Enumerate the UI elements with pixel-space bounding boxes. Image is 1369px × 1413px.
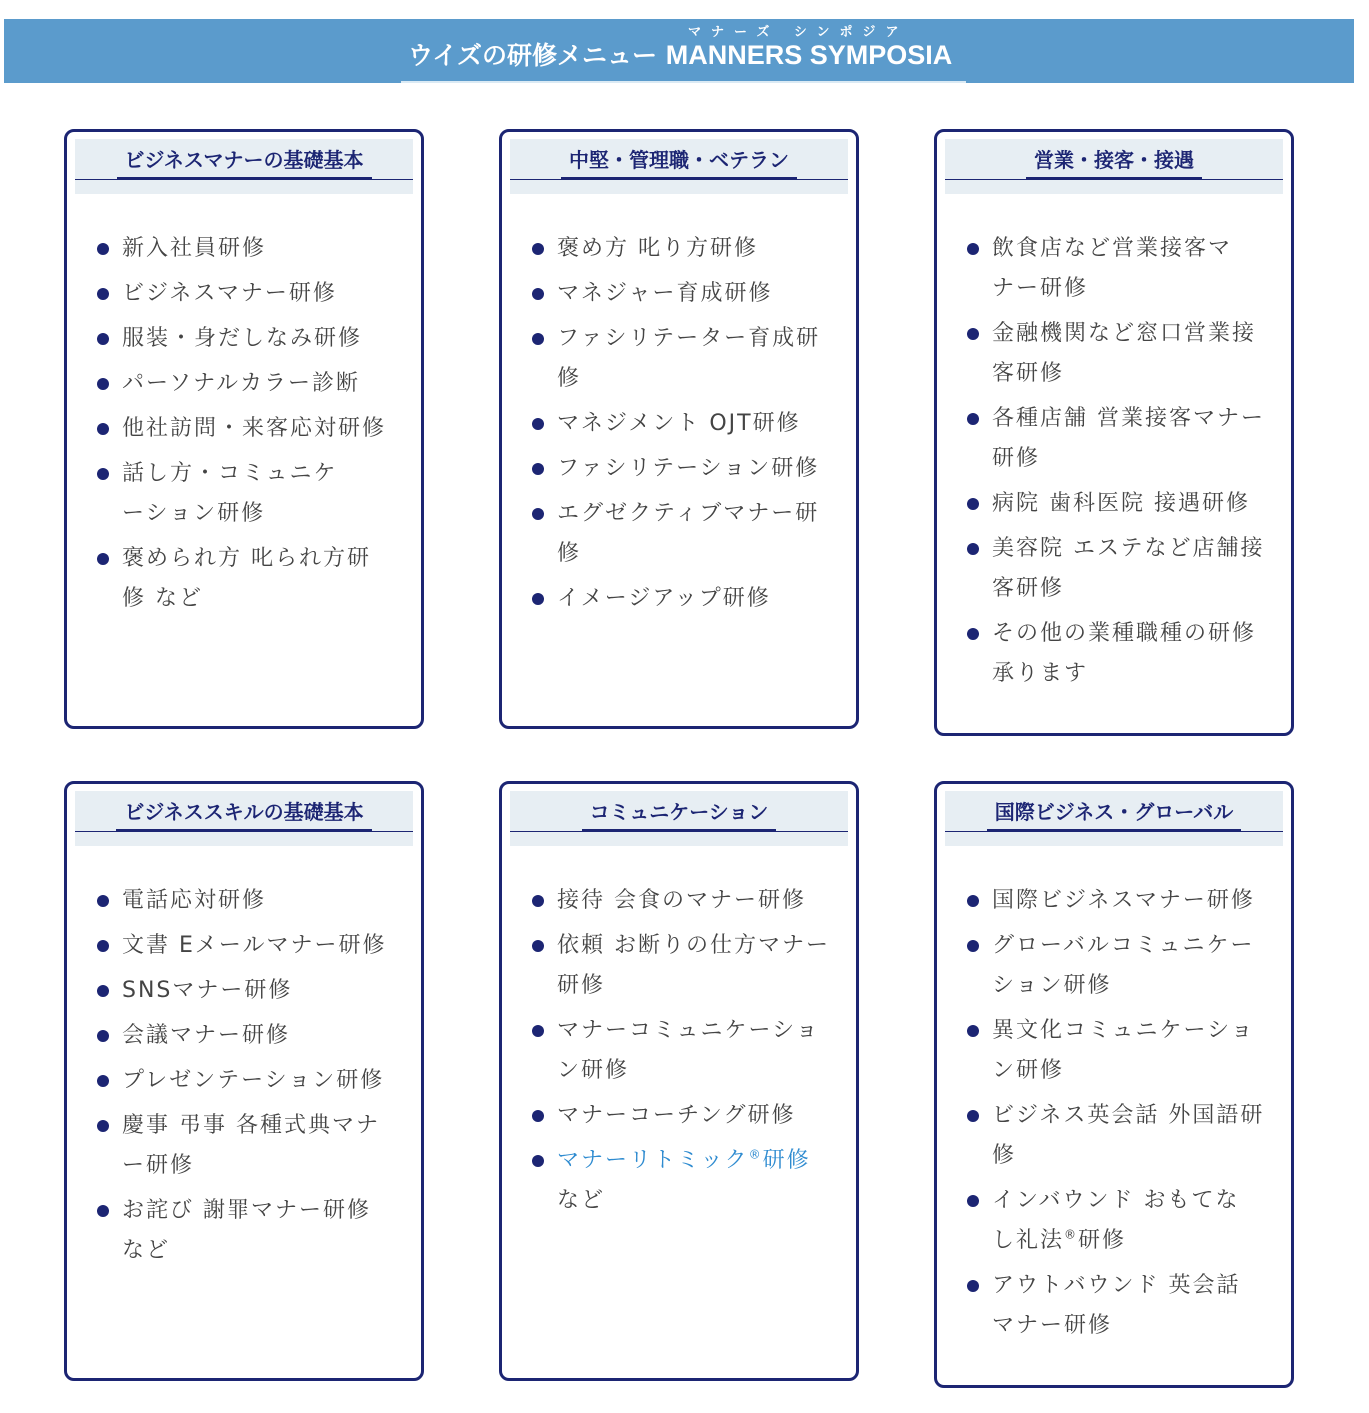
menu-card-sales-service — [934, 129, 1294, 736]
list-item: マナーコーチング研修 — [530, 1096, 835, 1136]
list-item: 美容院 エステなど店舗接客研修 — [965, 529, 1267, 609]
list-item: 国際ビジネスマナー研修 — [965, 881, 1270, 921]
list-item: 飲食店など営業接客マナー研修 — [965, 229, 1237, 309]
card-title: 国際ビジネス・グローバル — [987, 799, 1241, 832]
menu-card-global — [934, 781, 1294, 1388]
menu-card-mid-management — [499, 129, 859, 729]
rhythmic-link[interactable]: マナーリトミック — [557, 1148, 749, 1173]
card-header — [945, 791, 1283, 846]
card-title: コミュニケーション — [582, 799, 777, 832]
list-item-link[interactable]: マナーリトミック®研修 など — [530, 1141, 835, 1221]
list-item: ビジネスマナー研修 — [95, 274, 405, 314]
list-item: 文書 Eメールマナー研修 — [95, 926, 400, 966]
menu-card-business-manners — [64, 129, 424, 729]
list-item: マナーコミュニケーション研修 — [530, 1011, 822, 1091]
training-list — [95, 881, 400, 1276]
card-title: ビジネスマナーの基礎基本 — [117, 147, 372, 180]
list-item: 各種店舗 営業接客マナー研修 — [965, 399, 1267, 479]
card-header — [75, 139, 413, 194]
list-item: パーソナルカラー診断 — [95, 364, 405, 404]
list-item: アウトバウンド 英会話マナー研修 — [965, 1266, 1262, 1346]
list-item: グローバルコミュニケーション研修 — [965, 926, 1262, 1006]
card-title: 営業・接客・接遇 — [1026, 147, 1202, 180]
list-item: 会議マナー研修 — [95, 1016, 400, 1056]
menu-card-business-skills — [64, 781, 424, 1381]
list-item: プレゼンテーション研修 — [95, 1061, 400, 1101]
training-list — [95, 229, 405, 624]
list-item: 異文化コミュニケーション研修 — [965, 1011, 1262, 1091]
page-title-jp: ウイズの研修メニュー — [408, 41, 658, 70]
card-title: ビジネススキルの基礎基本 — [116, 799, 371, 832]
list-item: SNSマナー研修 — [95, 971, 400, 1011]
menu-card-communication — [499, 781, 859, 1381]
card-header — [510, 791, 848, 846]
card-header — [75, 791, 413, 846]
list-item: 服装・身だしなみ研修 — [95, 319, 405, 359]
list-item: お詫び 謝罪マナー研修 など — [95, 1191, 402, 1271]
list-item: 金融機関など窓口営業接客研修 — [965, 314, 1262, 394]
registered-mark: ® — [748, 1147, 763, 1162]
card-title: 中堅・管理職・ベテラン — [561, 147, 797, 180]
training-list — [530, 229, 835, 624]
list-item: 接待 会食のマナー研修 — [530, 881, 835, 921]
list-item: イメージアップ研修 — [530, 579, 835, 619]
list-item: 話し方・コミュニケーション研修 — [95, 454, 347, 534]
registered-mark: ® — [1064, 1227, 1079, 1242]
list-item: 電話応対研修 — [95, 881, 400, 921]
list-item: 依頼 お断りの仕方マナー研修 — [530, 926, 832, 1006]
list-item: 他社訪問・来客応対研修 — [95, 409, 405, 449]
card-header — [510, 139, 848, 194]
list-item: マネジャー育成研修 — [530, 274, 835, 314]
list-item: 慶事 弔事 各種式典マナー研修 — [95, 1106, 402, 1186]
list-item: ビジネス英会話 外国語研修 — [965, 1096, 1267, 1176]
training-list — [965, 881, 1270, 1351]
list-item-etc: など — [557, 1188, 606, 1213]
title-ruby: マナーズ シンポジア — [688, 25, 909, 40]
list-item: エグゼクティブマナー研修 — [530, 494, 822, 574]
list-item: 褒められ方 叱られ方研修 など — [95, 539, 382, 619]
page-title — [408, 40, 952, 71]
list-item: ファシリテーター育成研修 — [530, 319, 822, 399]
list-item: 褒め方 叱り方研修 — [530, 229, 835, 269]
card-header — [945, 139, 1283, 194]
list-item: 新入社員研修 — [95, 229, 405, 269]
list-item: 病院 歯科医院 接遇研修 — [965, 484, 1270, 524]
list-item: ファシリテーション研修 — [530, 449, 835, 489]
list-item: マネジメント OJT研修 — [530, 404, 835, 444]
list-item: その他の業種職種の研修承ります — [965, 614, 1262, 694]
training-list — [965, 229, 1270, 699]
list-item: インバウンド おもてなし礼法®研修 — [965, 1181, 1262, 1261]
page-title-en: MANNERS SYMPOSIA — [665, 40, 953, 70]
training-list — [530, 881, 835, 1226]
